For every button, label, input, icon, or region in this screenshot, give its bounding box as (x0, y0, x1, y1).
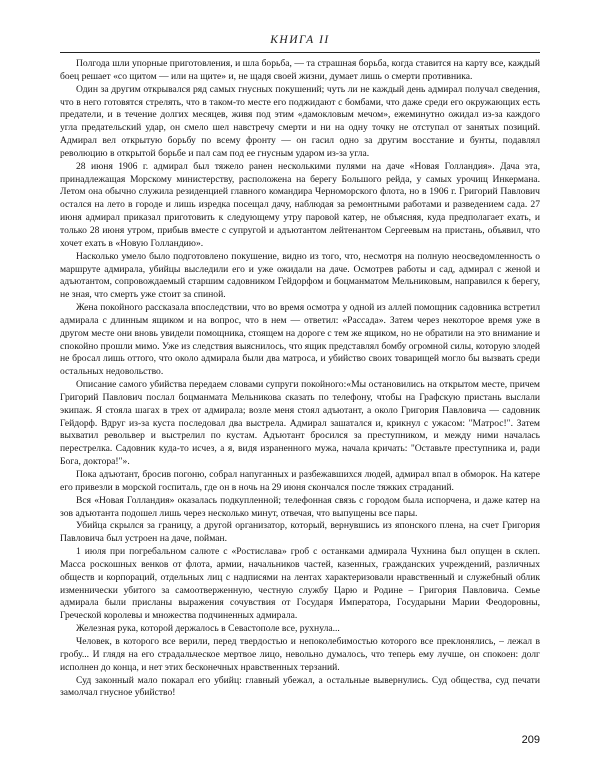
body-text (60, 58, 540, 700)
paragraph: Убийца скрылся за границу, а другой организатор, который, вернувшись из японского плена, на счет Григория Павловича был устроен на даче, пойман. (60, 520, 540, 545)
paragraph: Насколько умело было подготовлено покушение, видно из того, что, несмотря на полную неосведомленность о маршруте адмирала, убийцы выследили его и уже ожидали на даче. Осмотрев работы и сад, адмирал с женой и адъютантом, сопровождаемый старшим садовником Гейдорфом и боцманматом Мельниковым, направился к берегу, не зная, что смерть уже стоит за спиной. (60, 250, 540, 301)
paragraph: Описание самого убийства передаем словами супруги покойного:«Мы остановились на открытом месте, причем Григорий Павлович послал боцманмата Мельникова сказать по телефону, чтобы на Графскую пристань выслали экипаж. Я стояла шагах в трех от адмирала; возле меня стоял адъютант, а около Григория Павловича — садовник Гейдорф. Вдруг из-за куста последовал два выстрела. Адмирал зашатался и, крикнул с ужасом: "Матрос!". Затем выхватил револьвер и выстрелил по кустам. Адъютант бросился за преступником, и между ними началась перестрелка. Садовник куда-то исчез, а я, видя израненного мужа, начала кричать: "Оставьте преступника и, ради Бога, доктора!"». (60, 379, 540, 468)
paragraph: Полгода шли упорные приготовления, и шла борьба, — та страшная борьба, когда ставится на карту все, каждый боец решает «со щитом — или на щите» и, не щадя своей жизни, думает лишь о смерти противника. (60, 58, 540, 82)
paragraph: 28 июня 1906 г. адмирал был тяжело ранен несколькими пулями на даче «Новая Голландия». Дача эта, принадлежащая Морскому министерству, расположена на берегу Большого рейда, у самых урочищ Инкермана. Летом она обычно служила резиденцией главного командира Черноморского флота, но в 1906 г. Григорий Павлович остался на лето в городе и лишь изредка посещал дачу, наблюдая за ремонтными работами и разведением сада. 27 июня адмирал приказал приготовить к следующему утру паровой катер, не объясняя, куда предполагает ехать, и только 28 июня утром, прибыв вместе с супругой и адъютантом лейтенантом Сергеевым на пристань, объявил, что хочет ехать в «Новую Голландию». (60, 160, 540, 249)
paragraph: Суд законный мало покарал его убийц: главный убежал, а остальные вывернулись. Суд общества, суд печати замолчал гнусное убийство! (60, 674, 540, 699)
paragraph: Пока адъютант, бросив погоню, собрал напуганных и разбежавшихся людей, адмирал впал в обморок. На катере его привезли в морской госпиталь, где он в ночь на 29 июня скончался после тяжких страданий. (60, 469, 540, 493)
running-head: КНИГА II (270, 34, 330, 46)
paragraph: Жена покойного рассказала впоследствии, что во время осмотра у одной из аллей помощник садовника встретил адмирала с длинным ящиком и на вопрос, что в нем — ответил: «Рассада». Затем через некоторое время уже в другом месте они вновь увидели помощника, стоящем на дороге с тем же ящиком, но не обратили на это внимание и спокойно прошли мимо. Уже из следствия выяснилось, что ящик представлял бомбу огромной силы, которую злодей не бросал лишь оттого, что около адмирала были два матроса, и убийство своих товарищей могло бы вызвать среди остальных недовольство. (60, 302, 540, 378)
paragraph: Человек, в которого все верили, перед твердостью и непоколебимостью которого все преклонялись, – лежал в гробу... И глядя на его страдальческое мертвое лицо, невольно думалось, что теперь ему лучше, он спокоен: долг исполнен до конца, и нет этих бесконечных нравственных терзаний. (60, 635, 540, 673)
paragraph: 1 июля при погребальном салюте с «Ростислава» гроб с останками адмирала Чухнина был опущен в склеп. Масса роскошных венков от флота, армии, начальников частей, казенных, гражданских учреждений, различных обществ и корпораций, отдельных лиц с надписями на лентах характеризовали нравственный и служебный облик изменнически убитого за самоотверженную, честную службу Царю и Родине – Григория Павловича. Семье адмирала были присланы выражения сочувствия от Государя Императора, Государыни Марии Феодоровны, Греческой королевы и множества подчиненных адмирала. (60, 546, 540, 622)
paragraph: Вся «Новая Голландия» оказалась подкупленной; телефонная связь с городом была испорчена, и даже катер на зов адъютанта подошел лишь через несколько минут, отвечая, что выпущены все пары. (60, 494, 540, 519)
page-number: 209 (521, 734, 540, 746)
header-rule (60, 52, 540, 53)
paragraph: Железная рука, которой держалось в Севастополе все, рухнула... (76, 623, 340, 635)
paragraph: Один за другим открывался ряд самых гнусных покушений; чуть ли не каждый день адмирал получал сведения, что в него готовятся стрелять, что в таком-то месте его поджидают с бомбами, что даже среди его окружающих есть предатели, и в течение долгих месяцев, живя под этим «дамокловым мечом», ежеминутно ожидал из-за каждого угла предательский удар, он смело шел навстречу смерти и ни на одну точку не отступал от занятых позиций. Адмирал вел открытую борьбу по всему фронту — он гасил одно за другим восстание и бунты, подавлял революцию в открытой борьбе и пал сам под ее гнусным ударом из-за угла. (60, 83, 540, 159)
